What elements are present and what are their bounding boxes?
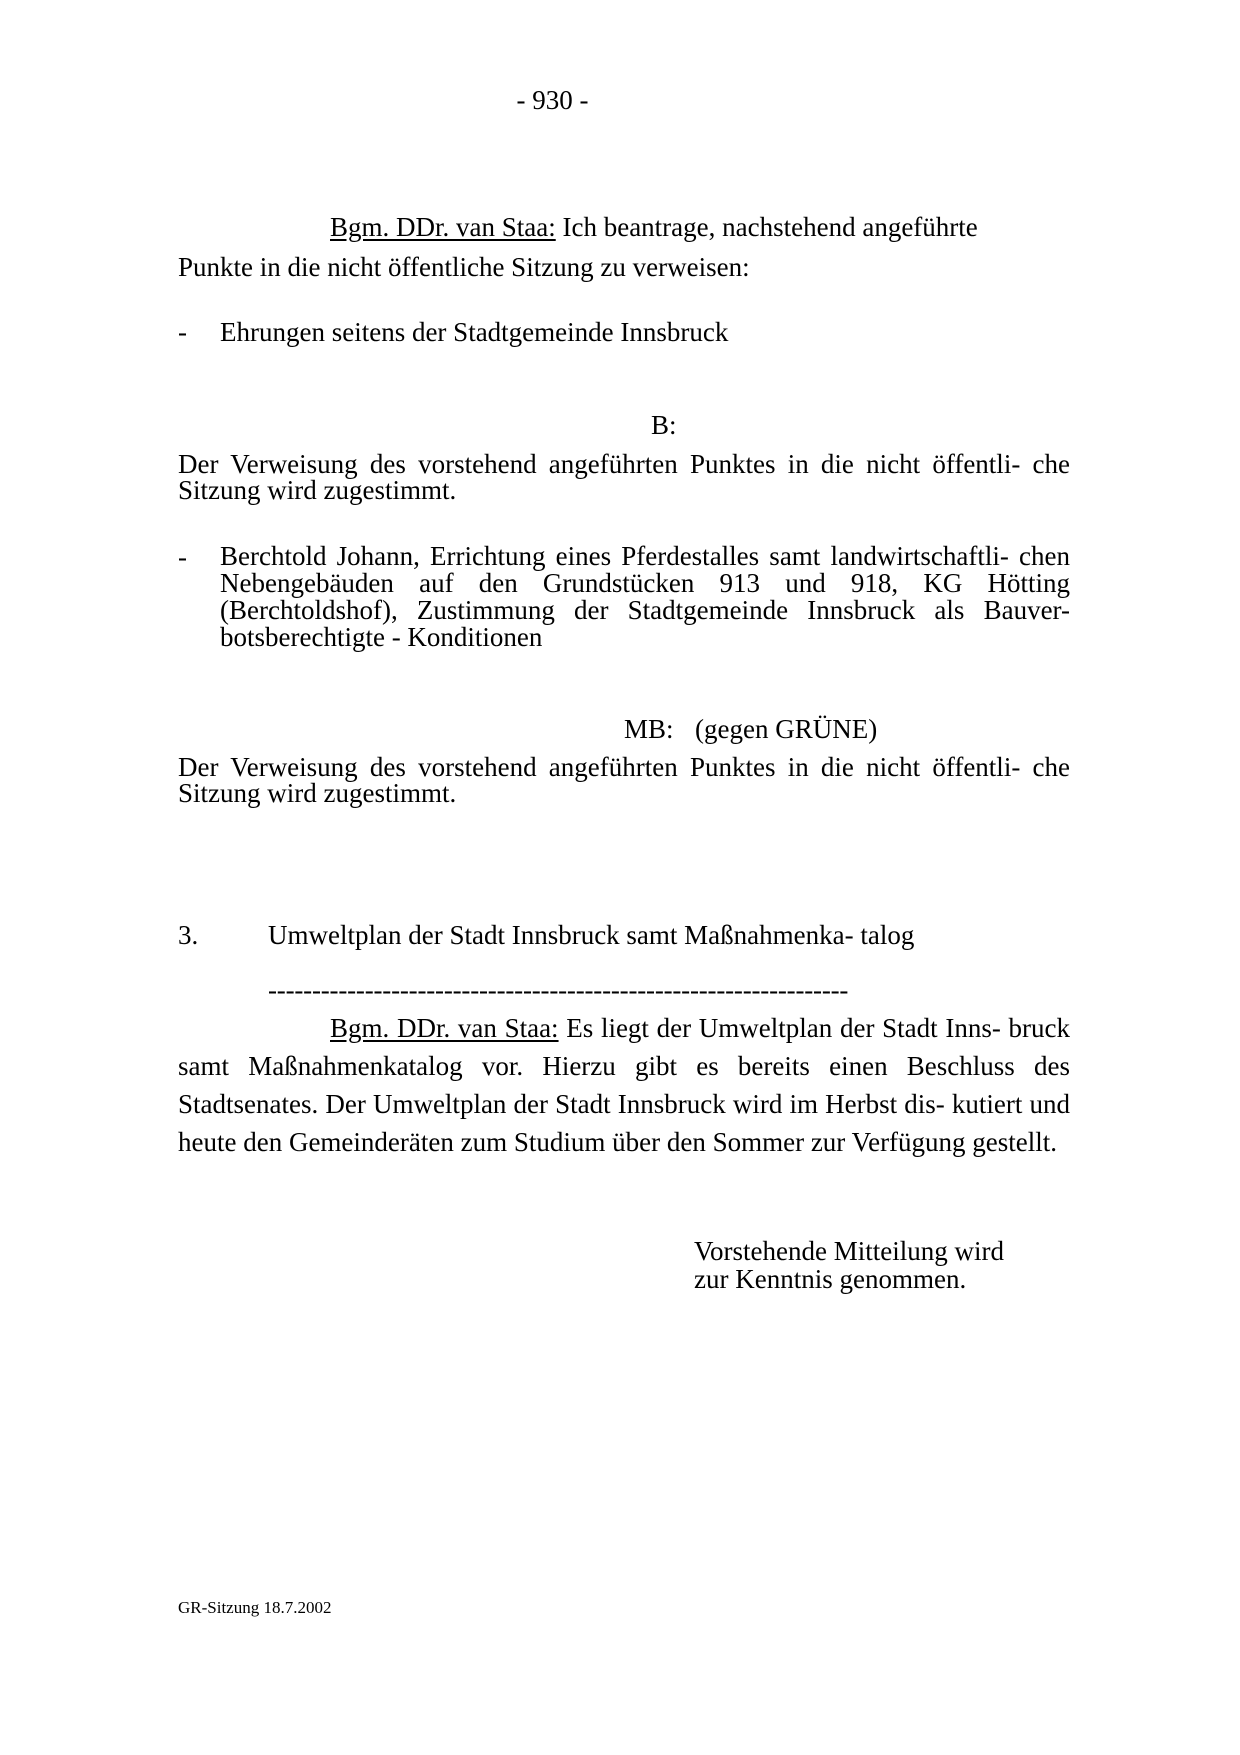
statement-text: Es liegt der Umweltplan der Stadt Inns- <box>558 1013 1001 1043</box>
statement-line <box>330 213 978 241</box>
section-title-line: Umweltplan der Stadt Innsbruck samt Maßnahmenka- <box>268 920 854 950</box>
list-dash: - <box>178 317 187 347</box>
vote-note: (gegen GRÜNE) <box>695 714 878 744</box>
notice-line: Vorstehende Mitteilung wird <box>694 1236 1004 1266</box>
vote-label: B: <box>651 410 677 440</box>
resolution-line: Der Verweisung des vorstehend angeführten Punktes in die nicht öffentli- <box>178 752 1021 782</box>
list-item-line: Berchtold Johann, Errichtung eines Pferdestalles samt landwirtschaftli- <box>220 541 1009 571</box>
page-number: - 930 - <box>516 85 589 115</box>
statement-text: Ich beantrage, nachstehend angeführte <box>555 212 978 242</box>
resolution-text <box>178 451 1070 503</box>
notice-line: zur Kenntnis genommen. <box>694 1264 967 1294</box>
speaker-name: Bgm. DDr. van Staa: <box>330 212 556 242</box>
statement-line: Punkte in die nicht öffentliche Sitzung zu verweisen: <box>178 252 750 282</box>
footer-text: GR-Sitzung 18.7.2002 <box>178 1598 332 1617</box>
statement-line: bruck samt Maßnahmenkatalog vor. Hierzu gibt es bereits einen Beschluss <box>178 1013 1071 1081</box>
section-title <box>268 921 920 949</box>
list-item-text <box>220 543 1070 651</box>
resolution-line: che Sitzung wird zugestimmt. <box>178 752 1071 808</box>
section-title-line: talog <box>860 920 915 950</box>
section-number: 3. <box>178 920 199 950</box>
list-item-line: (Berchtoldshof), Zustimmung der Stadtgemeinde Innsbruck als Bauver- <box>220 595 1070 625</box>
resolution-line: Der Verweisung des vorstehend angeführten Punktes in die nicht öffentli- <box>178 449 1021 479</box>
speaker-name: Bgm. DDr. van Staa: <box>330 1013 559 1043</box>
statement-paragraph <box>178 1009 1070 1161</box>
resolution-text <box>178 754 1070 806</box>
list-item-line: chen Nebengebäuden auf den Grundstücken 913 und 918, KG Hötting <box>220 541 1070 598</box>
vote-label: MB: <box>624 714 674 744</box>
statement-line: kutiert und heute den Gemeinderäten zum Studium über den Sommer zur <box>178 1089 1071 1157</box>
list-item-line: botsberechtigte - Konditionen <box>220 622 543 652</box>
resolution-line: che Sitzung wird zugestimmt. <box>178 449 1071 505</box>
section-separator: ------------------------------------------------------------------ <box>268 976 849 1004</box>
statement-line: Verfügung gestellt. <box>851 1127 1058 1157</box>
list-dash: - <box>178 542 187 572</box>
list-item-text: Ehrungen seitens der Stadtgemeinde Innsbruck <box>220 317 729 347</box>
statement-line: des Stadtsenates. Der Umweltplan der Stadt Innsbruck wird im Herbst dis- <box>178 1051 1070 1119</box>
